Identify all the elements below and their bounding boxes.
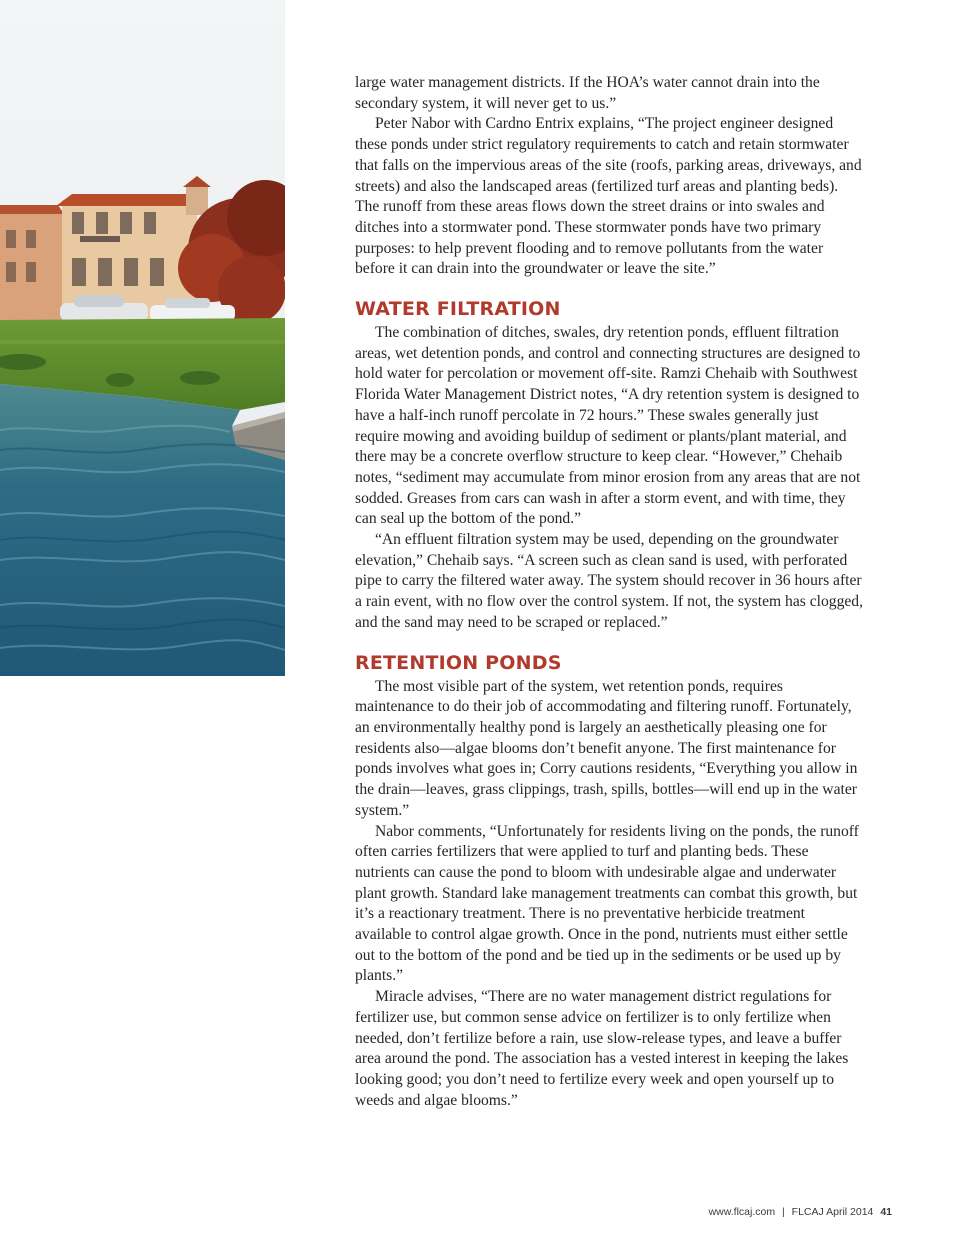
page-footer: [709, 1206, 892, 1218]
footer-publication: FLCAJ: [791, 1206, 824, 1218]
footer-issue: April 2014: [826, 1206, 874, 1218]
article-paragraph: Nabor comments, “Unfortunately for residents living on the ponds, the runoff often carries fertilizers that were applied to turf and planting beds. These nutrients can cause the pond to bloom with undesirable algae and underwater plant growth. Standard lake management treatments can combat this growth, but it’s a reactionary treatment. There is no preventative herbicide treatment available to control algae growth. Once in the pond, nutrients must either settle out to the bottom of the pond and be tied up in the sediments or be used up by plants.”: [355, 822, 859, 985]
article-paragraph: large water management districts. If the HOA’s water cannot drain into the secondary system, it will never get to us.”: [355, 74, 820, 112]
article-paragraph: Peter Nabor with Cardno Entrix explains, “The project engineer designed these ponds under strict regulatory requirements to catch and retain stormwater that falls on the impervious areas of the site (roofs, parking areas, driveways, and streets) and also the landscaped areas (fertilized turf areas and planting beds). The runoff from these areas flows down the street drains or into swales and ditches into a stormwater pond. These stormwater ponds have two primary purposes: to help prevent flooding and to remove pollutants from the water before it can drain into the groundwater or leave the site.”: [355, 115, 862, 278]
article-paragraph: Miracle advises, “There are no water management district regulations for fertilizer use, but common sense advice on fertilizer is to only fertilize when needed, don’t fertilize before a rain, use slow-release types, and leave a buffer area around the pond. The association has a vested interest in keeping the lakes looking good; you don’t need to fertilize every week and open yourself up to weeds and algae blooms.”: [355, 988, 849, 1109]
pond-photo: [0, 0, 285, 676]
article-paragraph: The most visible part of the system, wet retention ponds, requires maintenance to do their job of accommodating and filtering runoff. Fortunately, an environmentally healthy pond is largely an aesthetically pleasing one for residents also—algae blooms don’t benefit anyone. The first maintenance for ponds involves what goes in; Corry cautions residents, “Everything you allow in the drain—leaves, grass clippings, trash, spills, bottles—will end up in the water system.”: [355, 677, 858, 819]
section-heading-water-filtration: WATER FILTRATION: [355, 298, 561, 321]
article-paragraph: The combination of ditches, swales, dry retention ponds, effluent filtration areas, wet detention ponds, and control and connecting structures are designed to hold water for percolation or movement off-site. Ramzi Chehaib with Southwest Florida Water Management District notes, “A dry retention system is designed to have a half-inch runoff percolate in 72 hours.” These swales generally just require mowing and avoiding buildup of sediment or plants/plant material, and there may be a concrete overflow structure to keep clear. “However,” Chehaib notes, “sediment may accumulate from minor erosion from any areas that are not sodded. Greases from cars can wash in after a storm event, and with time, they can seal up the bottom of the pond.”: [355, 324, 861, 528]
footer-site-link[interactable]: www.flcaj.com: [708, 1206, 776, 1218]
pond-photo-illustration: [0, 0, 285, 676]
article-column: [355, 73, 863, 1111]
article-paragraph: “An effluent filtration system may be used, depending on the groundwater elevation,” Chehaib says. “A screen such as clean sand is used, with perforated pipe to carry the filtered water away. The system should recover in 36 hours after a rain event, with no flow over the control system. If not, the system has clogged, and the sand may need to be scraped or replaced.”: [355, 531, 863, 631]
footer-separator: |: [782, 1206, 785, 1218]
page-number: 41: [880, 1206, 892, 1218]
section-heading-retention-ponds: RETENTION PONDS: [355, 651, 562, 674]
